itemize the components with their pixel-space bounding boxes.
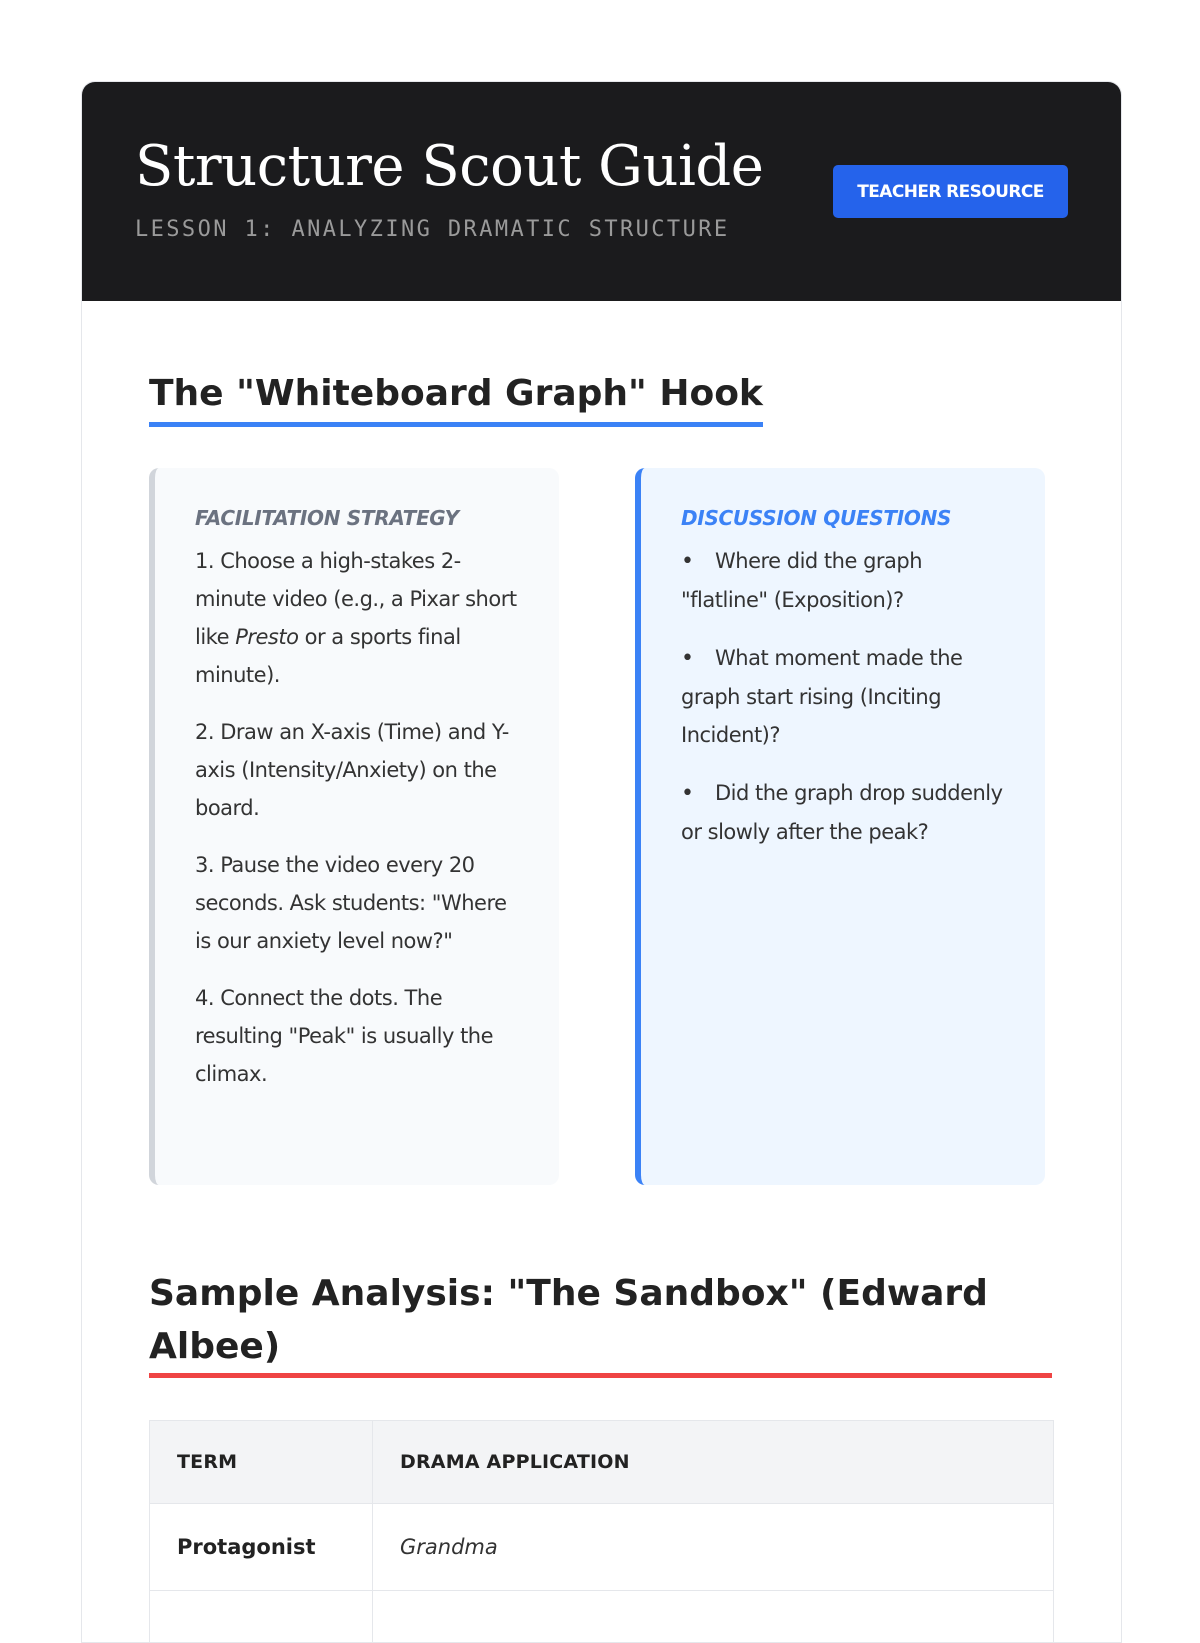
step-1-film-title: Presto [235,625,298,649]
discussion-questions-card [635,468,1045,1185]
list-item [681,774,1013,851]
page-header [82,82,1121,301]
strategy-step-4: 4. Connect the dots. The resulting "Peak" is usually the climax. [195,979,527,1093]
discussion-questions-list [681,542,1013,851]
list-item [681,542,1013,619]
guide-page [81,81,1122,1643]
table-row [150,1504,1054,1591]
column-header-term: TERM [150,1421,373,1504]
teacher-resource-badge: TEACHER RESOURCE [833,165,1068,218]
application-cell: Grandma [373,1504,1054,1591]
page-title: Structure Scout Guide [135,132,763,202]
question-text: What moment made the graph start rising (Inciting Incident)? [681,646,962,747]
bullet-icon: • [681,775,715,813]
column-header-drama-application: DRAMA APPLICATION [373,1421,1054,1504]
strategy-step-2: 2. Draw an X-axis (Time) and Y-axis (Intensity/Anxiety) on the board. [195,713,527,827]
question-text: Did the graph drop suddenly or slowly after the peak? [681,781,1003,844]
analysis-table [149,1420,1054,1643]
hook-section-heading: The "Whiteboard Graph" Hook [149,367,763,427]
table-header-row [150,1421,1054,1504]
facilitation-strategy-heading: FACILITATION STRATEGY [195,506,527,530]
discussion-questions-heading: DISCUSSION QUESTIONS [681,506,1013,530]
lesson-subtitle: LESSON 1: ANALYZING DRAMATIC STRUCTURE [135,217,730,242]
strategy-step-3: 3. Pause the video every 20 seconds. Ask students: "Where is our anxiety level now?" [195,846,527,960]
facilitation-strategy-card [149,468,559,1185]
sample-analysis-heading: Sample Analysis: "The Sandbox" (Edward Albee) [149,1267,1052,1378]
list-item [681,639,1013,754]
term-cell: Protagonist [150,1504,373,1591]
strategy-step-1 [195,542,527,694]
application-cell [373,1591,1054,1643]
step-1-text-end: or a sports final minute). [195,625,461,687]
bullet-icon: • [681,640,715,678]
table-row [150,1591,1054,1643]
question-text: Where did the graph "flatline" (Exposition)? [681,549,922,612]
step-1-text-start: 1. Choose a high-stakes 2-minute video (e.g., a Pixar short like [195,549,517,649]
term-cell [150,1591,373,1643]
bullet-icon: • [681,543,715,581]
